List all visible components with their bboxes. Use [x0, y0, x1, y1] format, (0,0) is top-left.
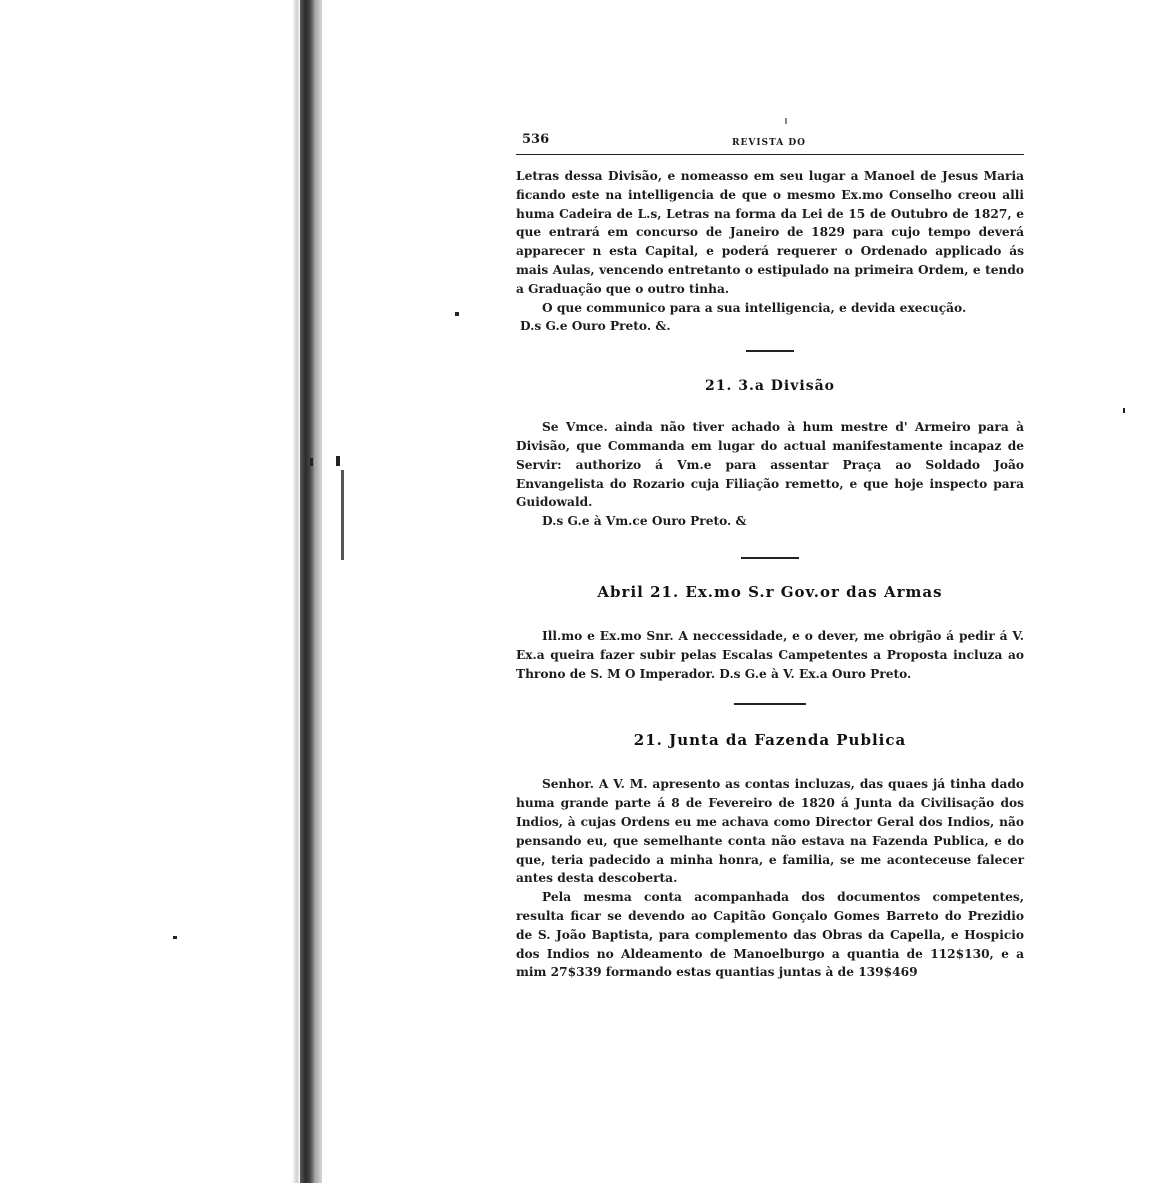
book-spine-edge	[314, 0, 322, 1183]
section-divider	[746, 350, 794, 352]
letter-block-4	[516, 775, 1024, 982]
book-page	[516, 128, 1024, 982]
paragraph: Senhor. A V. M. apresento as contas incluzas, das quaes já tinha dado huma grande parte á 8 de Fevereiro de 1820 á Junta da Civilisação dos Indios, à cujas Ordens eu me achava como Director Geral dos Indios, não pensando eu, que semelhante conta não estava na Fazenda Publica, e do que, teria padecido a minha honra, e familia, se me aconteceuse falecer antes desta descoberta.	[516, 777, 1024, 886]
scan-speck	[341, 470, 344, 560]
page-number: 536	[522, 132, 550, 147]
page-header	[516, 128, 1024, 155]
section-divider	[734, 703, 806, 705]
book-spine	[300, 0, 314, 1183]
paragraph: O que communico para a sua intelligencia, e devida execução.	[542, 300, 967, 315]
section-heading: 21. 3.a Divisão	[705, 378, 835, 395]
running-head: REVISTA DO	[732, 138, 806, 148]
letter-block-1	[516, 167, 1024, 336]
section-heading: Abril 21. Ex.mo S.r Gov.or das Armas	[597, 582, 943, 601]
section-heading: 21. Junta da Fazenda Publica	[633, 731, 907, 750]
letter-block-3	[516, 627, 1024, 683]
letter-block-2	[516, 418, 1024, 531]
paragraph: Letras dessa Divisão, e nomeasso em seu lugar a Manoel de Jesus Maria ficando este na intelligencia de que o mesmo Ex.mo Conselho creou alli huma Cadeira de L.s, Letras na forma da Lei de 15 de Outubro de 1827, e que entrará em concurso de Janeiro de 1829 para cujo tempo deverá apparecer n esta Capital, e poderá requerer o Ordenado applicado ás mais Aulas, vencendo entretanto o estipulado na primeira Ordem, e tendo a Graduação que o outro tinha.	[516, 169, 1024, 296]
paragraph: Se Vmce. ainda não tiver achado à hum mestre d' Armeiro para à Divisão, que Commanda em lugar do actual manifestamente incapaz de Servir: authorizo á Vm.e para assentar Praça ao Soldado João Envangelista do Rozario cuja Filiação remetto, e que hoje inspecto para Guidowald.	[516, 420, 1024, 510]
binding-shadow	[0, 0, 300, 1183]
scan-speck	[310, 458, 313, 466]
paragraph: Pela mesma conta acompanhada dos documentos competentes, resulta ficar se devendo ao Capitão Gonçalo Gomes Barreto do Prezidio de S. João Baptista, para complemento das Obras da Capella, e Hospicio dos Indios no Aldeamento de Manoelburgo a quantia de 112$130, e a mim 27$339 formando estas quantias juntas à de 139$469	[516, 890, 1024, 980]
scan-speck	[1123, 408, 1125, 413]
signature-line: D.s G.e Ouro Preto. &.	[520, 319, 671, 334]
signature-line: D.s G.e à Vm.ce Ouro Preto. &	[542, 514, 747, 529]
scan-speck	[785, 118, 787, 124]
section-divider	[741, 557, 799, 559]
scan-speck	[336, 456, 340, 466]
scan-speck	[173, 936, 177, 939]
paragraph: Ill.mo e Ex.mo Snr. A neccessidade, e o dever, me obrigão á pedir á V. Ex.a queira fazer subir pelas Escalas Campetentes a Proposta incluza ao Throno de S. M O Imperador. D.s G.e à V. Ex.a Ouro Preto.	[516, 628, 1024, 681]
scan-speck	[455, 312, 459, 316]
